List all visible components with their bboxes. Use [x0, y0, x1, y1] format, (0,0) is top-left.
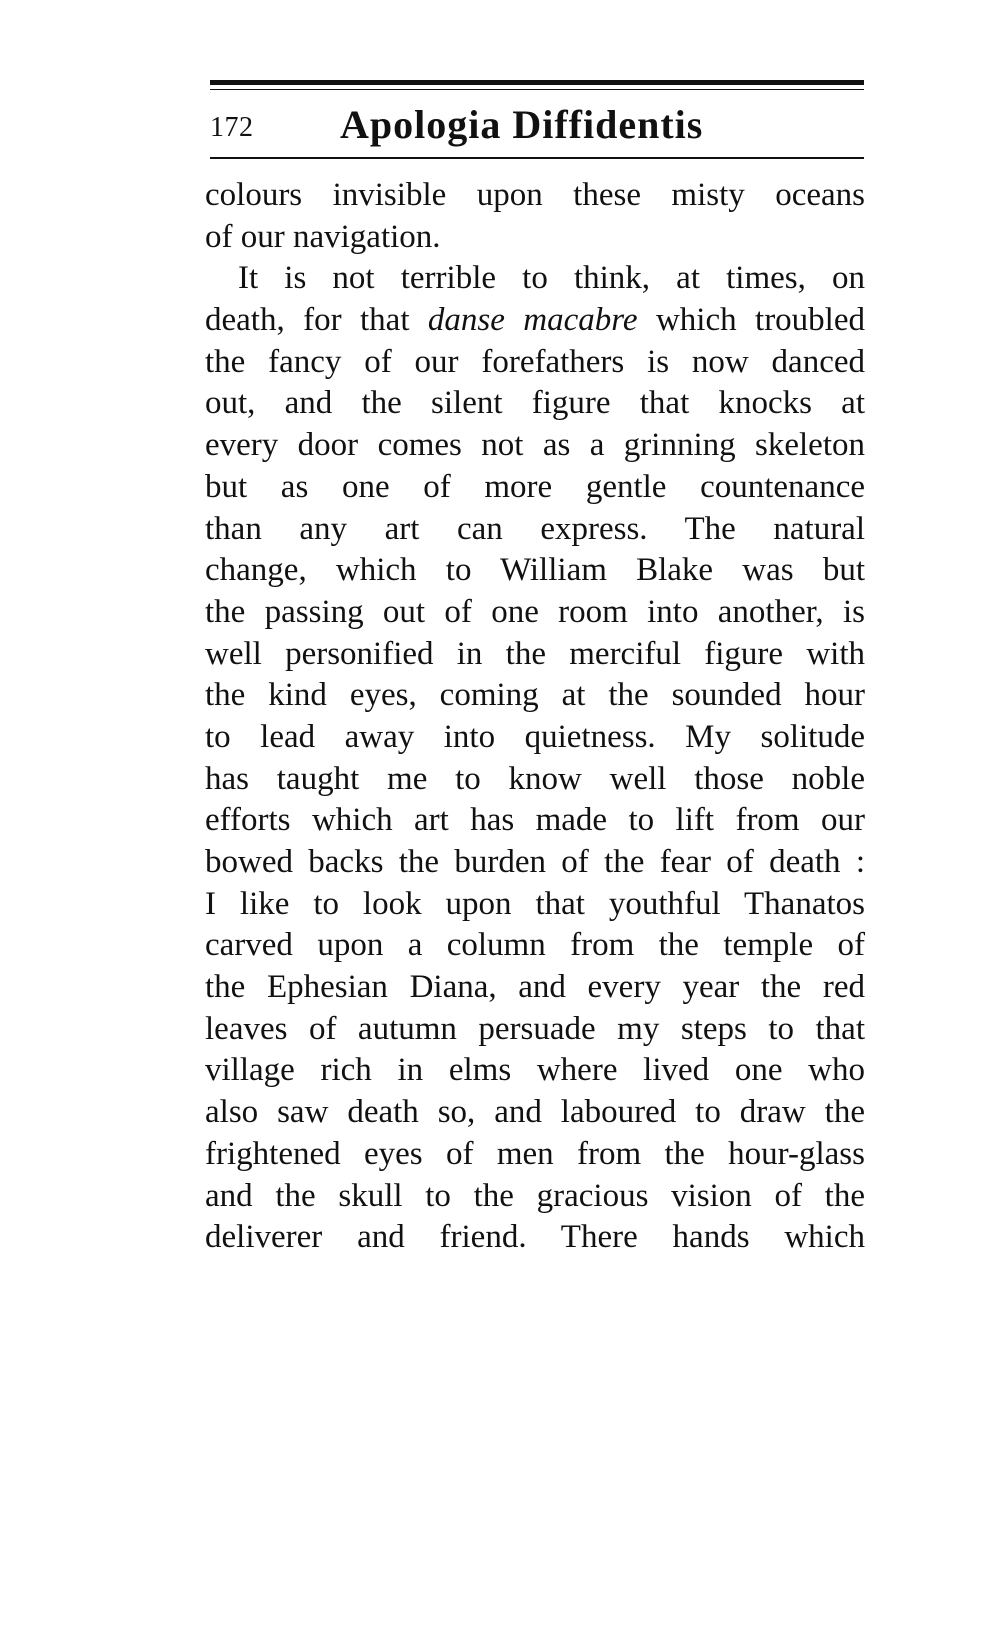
- text-line: has taught me to know well those noble: [205, 760, 865, 797]
- text-line: change, which to William Blake was but: [205, 552, 865, 589]
- text-line: well personified in the merciful figure with: [205, 635, 865, 672]
- text-line: of our navigation.: [205, 218, 441, 255]
- text-line: the passing out of one room into another, is: [205, 593, 865, 630]
- text-line: [205, 300, 865, 342]
- text-line: the Ephesian Diana, and every year the red: [205, 969, 865, 1006]
- body-text: [205, 175, 865, 1259]
- text-line: efforts which art has made to lift from our: [205, 802, 865, 839]
- text-line: village rich in elms where lived one who: [205, 1052, 865, 1089]
- text-fragment: death, for that: [205, 302, 428, 339]
- text-line: out, and the silent figure that knocks at: [205, 385, 865, 422]
- header-rule-bottom: [210, 157, 864, 159]
- text-line: the kind eyes, coming at the sounded hour: [205, 677, 865, 714]
- text-line: I like to look upon that youthful Thanatos: [205, 885, 865, 922]
- text-line: every door comes not as a grinning skeleton: [205, 427, 865, 464]
- text-line: bowed backs the burden of the fear of death :: [205, 844, 865, 880]
- text-line: and the skull to the gracious vision of the: [205, 1177, 865, 1214]
- text-line: frightened eyes of men from the hour-glass: [205, 1135, 865, 1172]
- text-line: colours invisible upon these misty oceans: [205, 177, 865, 213]
- text-line: also saw death so, and laboured to draw the: [205, 1094, 865, 1131]
- text-fragment: which troubled: [637, 302, 866, 339]
- text-line: but as one of more gentle countenance: [205, 468, 865, 505]
- page-number: 172: [210, 112, 254, 143]
- italic-phrase: danse macabre: [427, 302, 638, 339]
- text-line: to lead away into quietness. My solitude: [205, 718, 865, 755]
- text-line: than any art can express. The natural: [205, 510, 865, 547]
- text-line: leaves of autumn persuade my steps to that: [205, 1010, 865, 1047]
- text-line: the fancy of our forefathers is now danced: [205, 343, 865, 380]
- text-line: carved upon a column from the temple of: [205, 927, 865, 964]
- header-rule-thick: [210, 80, 864, 85]
- text-line: deliverer and friend. There hands which: [205, 1219, 865, 1256]
- text-line: It is not terrible to think, at times, on: [238, 260, 865, 297]
- running-title: Apologia Diffidentis: [340, 102, 704, 147]
- header-rule-thin: [210, 89, 864, 90]
